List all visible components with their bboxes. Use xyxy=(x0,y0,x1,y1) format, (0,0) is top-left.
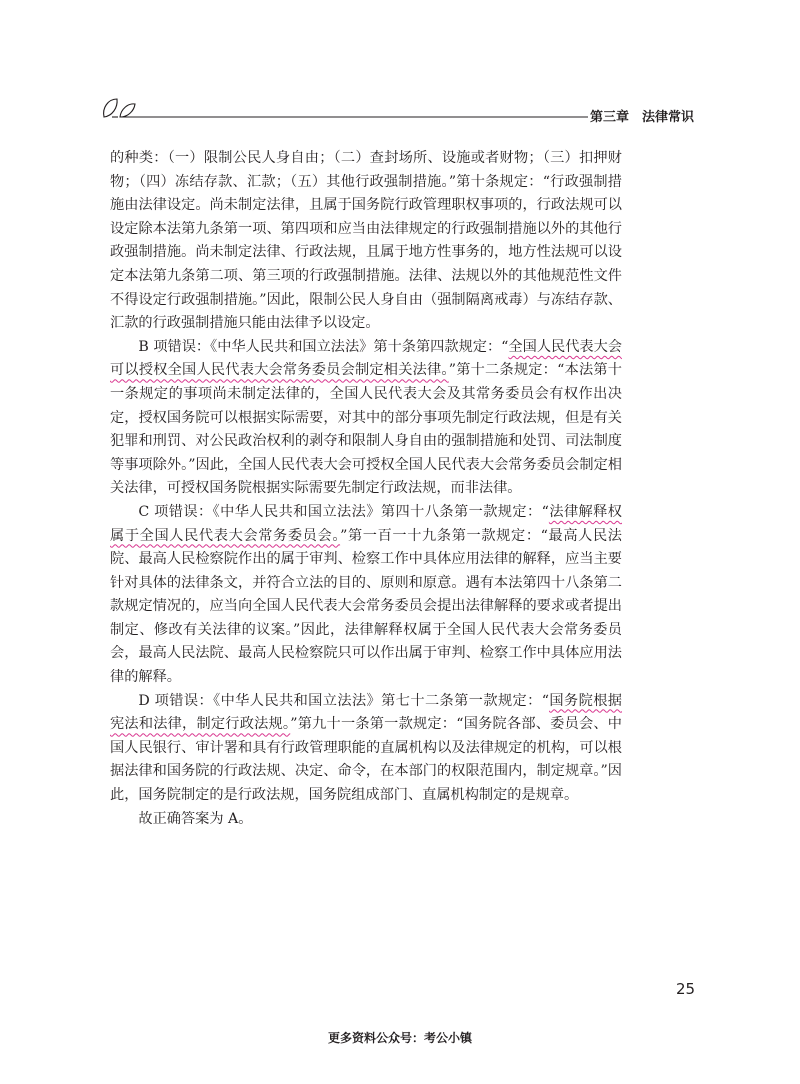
paragraph-option-d xyxy=(110,690,622,808)
answer-line: 故正确答案为 A。 xyxy=(138,810,253,827)
option-b-rest: ”第十二条规定：“本法第十一条规定的事项尚未制定法律的，全国人民代表大会及其常务委员会有权作出决定，授权国务院可以根据实际需要，对其中的部分事项先制定行政法规，但是有关犯罪和刑罚、对公民政治权利的剥夺和限制人身自由的强制措施和处罚、司法制度等事项除外。”因此，全国人民代表大会可授权全国人民代表大会常务委员会制定相关法律，可授权国务院根据实际需要先制定行政法规，而非法律。 xyxy=(110,362,622,497)
option-b-lead: B 项错误：《中华人民共和国立法法》第十条第四款规定：“ xyxy=(138,338,509,355)
option-c-rest: ”第一百一十九条第一款规定：“最高人民法院、最高人民检察院作出的属于审判、检察工作中具体应用法律的解释，应当主要针对具体的法律条文，并符合立法的目的、原则和原意。遇有本法第四十八条第二款规定情况的，应当向全国人民代表大会常务委员会提出法律解释的要求或者提出制定、修改有关法律的议案。”因此，法律解释权属于全国人民代表大会常务委员会，最高人民法院、最高人民检察院只可以作出属于审判、检察工作中具体应用法律的解释。 xyxy=(110,527,622,686)
page-header xyxy=(0,0,800,135)
option-d-rest: ”第九十一条第一款规定：“国务院各部、委员会、中国人民银行、审计署和具有行政管理职能的直属机构以及法律规定的机构，可以根据法律和国务院的行政法规、决定、命令，在本部门的权限范围内，制定规章。”因此，国务院制定的是行政法规，国务院组成部门、直属机构制定的是规章。 xyxy=(110,716,622,804)
option-c-lead: C 项错误：《中华人民共和国立法法》第四十八条第一款规定：“ xyxy=(138,503,549,520)
option-d-lead: D 项错误：《中华人民共和国立法法》第七十二条第一款规定：“ xyxy=(138,692,549,709)
main-text xyxy=(110,147,622,831)
option-d-underlined-quote: 国务院根据宪法和法律，制定行政法规。 xyxy=(110,692,622,733)
paragraph-option-b xyxy=(110,336,622,501)
option-c-underlined-quote: 法律解释权属于全国人民代表大会常务委员会。 xyxy=(110,503,622,544)
option-b-underlined-quote: 全国人民代表大会可以授权全国人民代表大会常务委员会制定相关法律。 xyxy=(110,338,622,379)
chapter-title: 第三章 法律常识 xyxy=(589,110,694,125)
paragraph-option-c xyxy=(110,501,622,690)
page-number: 25 xyxy=(676,980,696,998)
leaf-sprout-icon xyxy=(104,99,135,117)
footer-promo-text: 更多资料公众号：考公小镇 xyxy=(327,1031,472,1045)
paragraph-continuation: 的种类：（一）限制公民人身自由；（二）查封场所、设施或者财物；（三）扣押财物；（四）冻结存款、汇款；（五）其他行政强制措施。”第十条规定：“行政强制措施由法律设定。尚未制定法律，且属于国务院行政管理职权事项的，行政法规可以设定除本法第九条第一项、第四项和应当由法律规定的行政强制措施以外的其他行政强制措施。尚未制定法律、行政法规，且属于地方性事务的，地方性法规可以设定本法第九条第二项、第三项的行政强制措施。法律、法规以外的其他规范性文件不得设定行政强制措施。”因此，限制公民人身自由（强制隔离戒毒）与冻结存款、汇款的行政强制措施只能由法律予以设定。 xyxy=(110,150,622,332)
